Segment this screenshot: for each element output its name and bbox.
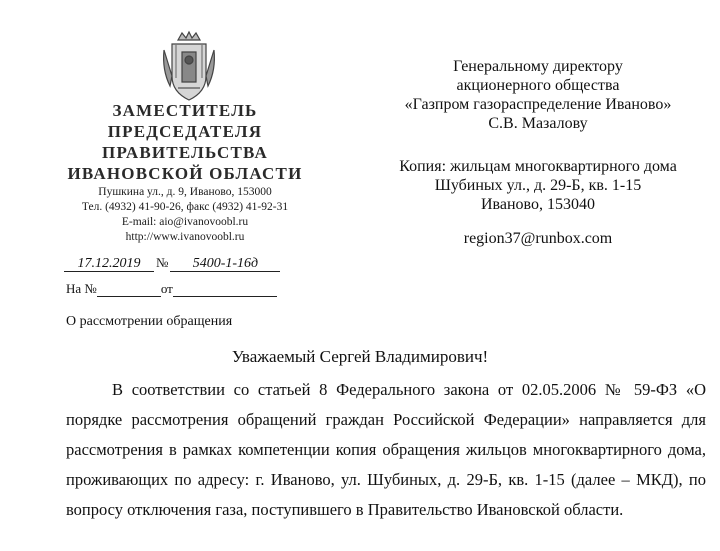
recipient-email: region37@runbox.com: [463, 230, 613, 247]
number-label: №: [156, 255, 169, 270]
letterhead-website: http://www.ivanovoobl.ru: [125, 231, 245, 243]
addressee-block: Генеральному директору акционерного общества «Газпром газораспределение Иваново» С.В. Мазалову: [404, 58, 672, 132]
subject-line: О рассмотрении обращения: [66, 314, 233, 329]
letterhead-contacts: [40, 185, 330, 245]
reference-number-blank: [97, 283, 161, 297]
copy-recipient-block: Копия: жильцам многоквартирного дома Шубиных ул., д. 29-Б, кв. 1-15 Иваново, 153040: [399, 158, 677, 213]
letterhead-phone: Тел. (4932) 41-90-26, факс (4932) 41-92-31: [81, 201, 289, 213]
authority-title: ЗАМЕСТИТЕЛЬ ПРЕДСЕДАТЕЛЯ ПРАВИТЕЛЬСТВА ИВАНОВСКОЙ ОБЛАСТИ: [67, 101, 303, 183]
letterhead-email: E-mail: aio@ivanovoobl.ru: [121, 216, 249, 228]
salutation: Уважаемый Сергей Владимирович!: [231, 347, 489, 366]
letterhead-address: Пушкина ул., д. 9, Иваново, 153000: [98, 186, 272, 198]
registration-line: [64, 255, 284, 272]
reference-label: На №: [66, 281, 97, 296]
registration-number: 5400-1-16д: [170, 256, 280, 272]
reference-date-blank: [173, 283, 277, 297]
registration-date: 17.12.2019: [64, 256, 154, 272]
coat-of-arms-icon: [160, 30, 218, 104]
from-label: от: [160, 281, 173, 296]
reference-line: [66, 281, 277, 297]
letter-body: В соответствии со статьей 8 Федерального закона от 02.05.2006 № 59-ФЗ «О порядке рассмотрения обращений граждан Российской Федерации» направляется для рассмотрения в рамках компетенции копия обращения жильцов многоквартирного дома, проживающих по адресу: г. Иваново, ул. Шубиных, д. 29-Б, кв. 1-15 (далее – МКД), по вопросу отключения газа, поступившего в Правительство Ивановской области.: [66, 380, 706, 519]
